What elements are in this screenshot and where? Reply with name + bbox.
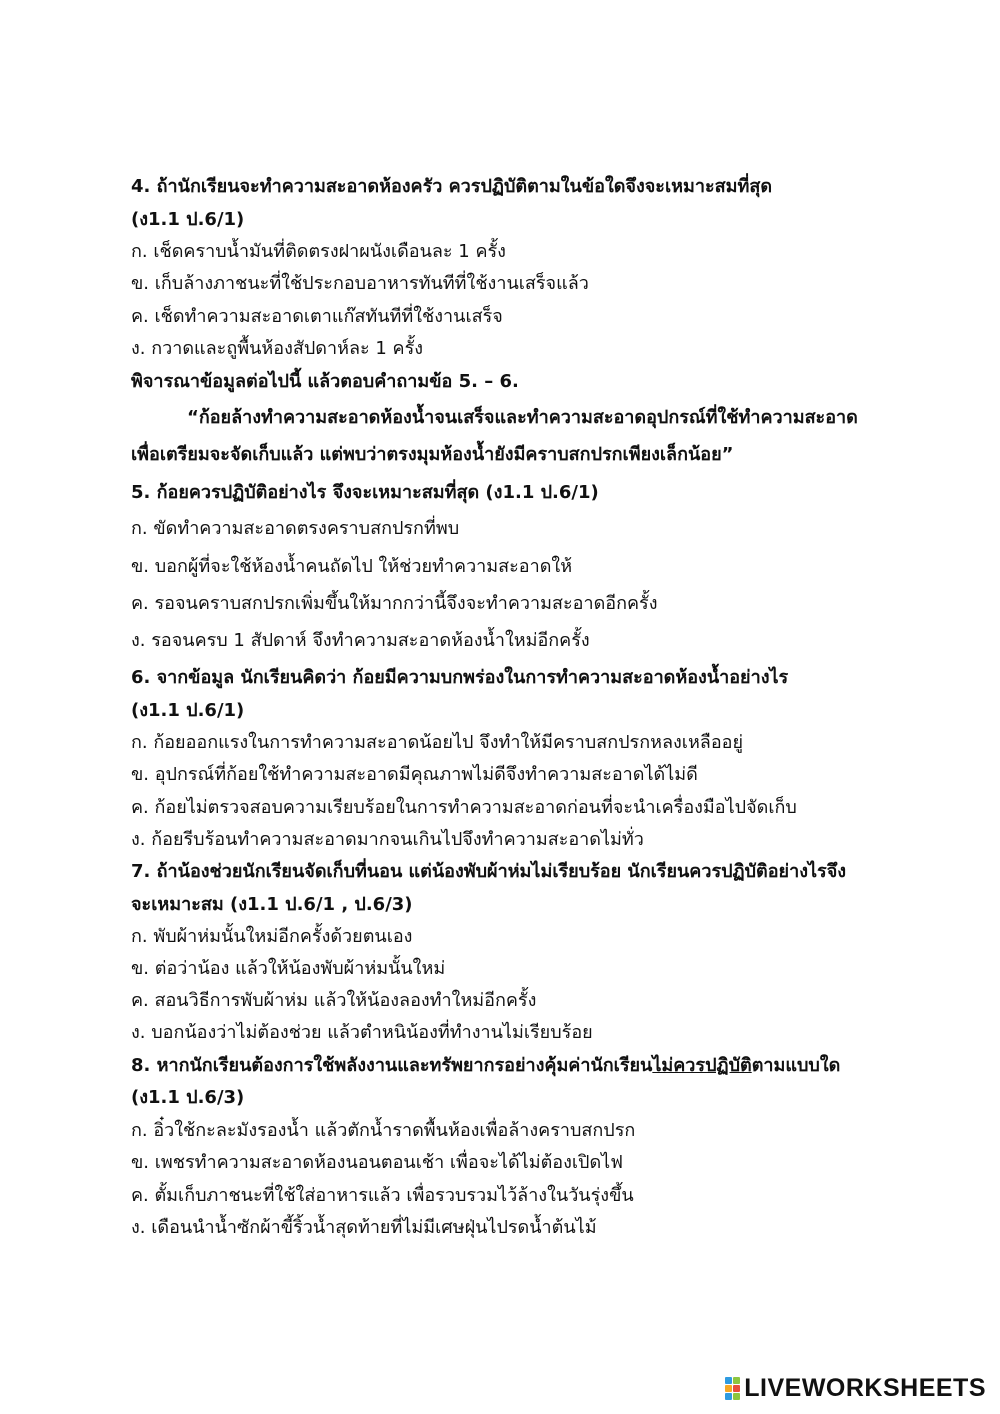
q4-choice-d: ง. กวาดและถูพื้นห้องสัปดาห์ละ 1 ครั้ง [131,338,424,359]
q6-standard: (ง1.1 ป.6/1) [131,700,245,721]
q4-choice-c: ค. เช็ดทำความสะอาดเตาแก๊สทันทีที่ใช้งานเสร็จ [131,306,503,327]
q7-choice-d: ง. บอกน้องว่าไม่ต้องช่วย แล้วตำหนิน้องที่ทำงานไม่เรียบร้อย [131,1022,593,1043]
q8-question-emphasis: ไม่ควรปฏิบัติ [652,1055,752,1076]
q6-choice-d: ง. ก้อยรีบร้อนทำความสะอาดมากจนเกินไปจึงทำความสะอาดไม่ทั่ว [131,829,644,850]
q5-choice-b: ข. บอกผู้ที่จะใช้ห้องน้ำคนถัดไป ให้ช่วยทำความสะอาดให้ [131,556,573,577]
q8-standard: (ง1.1 ป.6/3) [131,1087,245,1108]
q6-choice-c: ค. ก้อยไม่ตรวจสอบความเรียบร้อยในการทำความสะอาดก่อนที่จะนำเครื่องมือไปจัดเก็บ [131,797,797,818]
q5-choice-a: ก. ขัดทำความสะอาดตรงคราบสกปรกที่พบ [131,518,460,539]
passage-line-1: “ก้อยล้างทำความสะอาดห้องน้ำจนเสร็จและทำความสะอาดอุปกรณ์ที่ใช้ทำความสะอาด [187,407,858,428]
q7-choice-b: ข. ต่อว่าน้อง แล้วให้น้องพับผ้าห่มนั้นใหม่ [131,958,446,979]
liveworksheets-logo-text: LIVEWORKSHEETS [744,1374,986,1402]
q8-choice-d: ง. เดือนนำน้ำซักผ้าขี้ริ้วน้ำสุดท้ายที่ไม่มีเศษฝุ่นไปรดน้ำต้นไม้ [131,1217,597,1238]
passage-line-2: เพื่อเตรียมจะจัดเก็บแล้ว แต่พบว่าตรงมุมห้องน้ำยังมีคราบสกปรกเพียงเล็กน้อย” [131,444,734,465]
q6-choice-b: ข. อุปกรณ์ที่ก้อยใช้ทำความสะอาดมีคุณภาพไม่ดีจึงทำความสะอาดได้ไม่ดี [131,764,698,785]
q7-question-line-1: 7. ถ้าน้องช่วยนักเรียนจัดเก็บที่นอน แต่น้องพับผ้าห่มไม่เรียบร้อย นักเรียนควรปฏิบัติอย่างไรจึง [131,861,847,882]
q8-choice-a: ก. อิ๋วใช้กะละมังรองน้ำ แล้วตักน้ำราดพื้นห้องเพื่อล้างคราบสกปรก [131,1120,636,1141]
q8-question-prefix: 8. หากนักเรียนต้องการใช้พลังงานและทรัพยากรอย่างคุ้มค่านักเรียน [131,1055,653,1076]
q7-question-line-2: จะเหมาะสม (ง1.1 ป.6/1 , ป.6/3) [131,894,413,915]
q4-choice-b: ข. เก็บล้างภาชนะที่ใช้ประกอบอาหารทันทีที่ใช้งานเสร็จแล้ว [131,273,589,294]
q6-choice-a: ก. ก้อยออกแรงในการทำความสะอาดน้อยไป จึงทำให้มีคราบสกปรกหลงเหลืออยู่ [131,732,744,753]
q6-question: 6. จากข้อมูล นักเรียนคิดว่า ก้อยมีความบกพร่องในการทำความสะอาดห้องน้ำอย่างไร [131,667,789,688]
q5-choice-d: ง. รอจนครบ 1 สัปดาห์ จึงทำความสะอาดห้องน้ำใหม่อีกครั้ง [131,630,590,651]
q8-choice-c: ค. ตั้มเก็บภาชนะที่ใช้ใส่อาหารแล้ว เพื่อรวบรวมไว้ล้างในวันรุ่งขึ้น [131,1185,634,1206]
q8-question [131,1054,901,1078]
liveworksheets-logo[interactable] [725,1374,986,1403]
liveworksheets-logo-icon [725,1377,740,1400]
q5-choice-c: ค. รอจนคราบสกปรกเพิ่มขึ้นให้มากกว่านี้จึงจะทำความสะอาดอีกครั้ง [131,593,658,614]
q7-choice-c: ค. สอนวิธีการพับผ้าห่ม แล้วให้น้องลองทำใหม่อีกครั้ง [131,990,537,1011]
q5-question: 5. ก้อยควรปฏิบัติอย่างไร จึงจะเหมาะสมที่สุด (ง1.1 ป.6/1) [131,482,599,503]
q8-question-suffix: ตามแบบใด [751,1055,841,1076]
q4-choice-a: ก. เช็ดคราบน้ำมันที่ติดตรงฝาผนังเดือนละ 1 ครั้ง [131,241,506,262]
q4-question: 4. ถ้านักเรียนจะทำความสะอาดห้องครัว ควรปฏิบัติตามในข้อใดจึงจะเหมาะสมที่สุด [131,176,773,197]
q8-choice-b: ข. เพชรทำความสะอาดห้องนอนตอนเช้า เพื่อจะได้ไม่ต้องเปิดไฟ [131,1152,623,1173]
passage-instruction: พิจารณาข้อมูลต่อไปนี้ แล้วตอบคำถามข้อ 5. – 6. [131,371,519,392]
q4-standard: (ง1.1 ป.6/1) [131,209,245,230]
q7-choice-a: ก. พับผ้าห่มนั้นใหม่อีกครั้งด้วยตนเอง [131,926,413,947]
